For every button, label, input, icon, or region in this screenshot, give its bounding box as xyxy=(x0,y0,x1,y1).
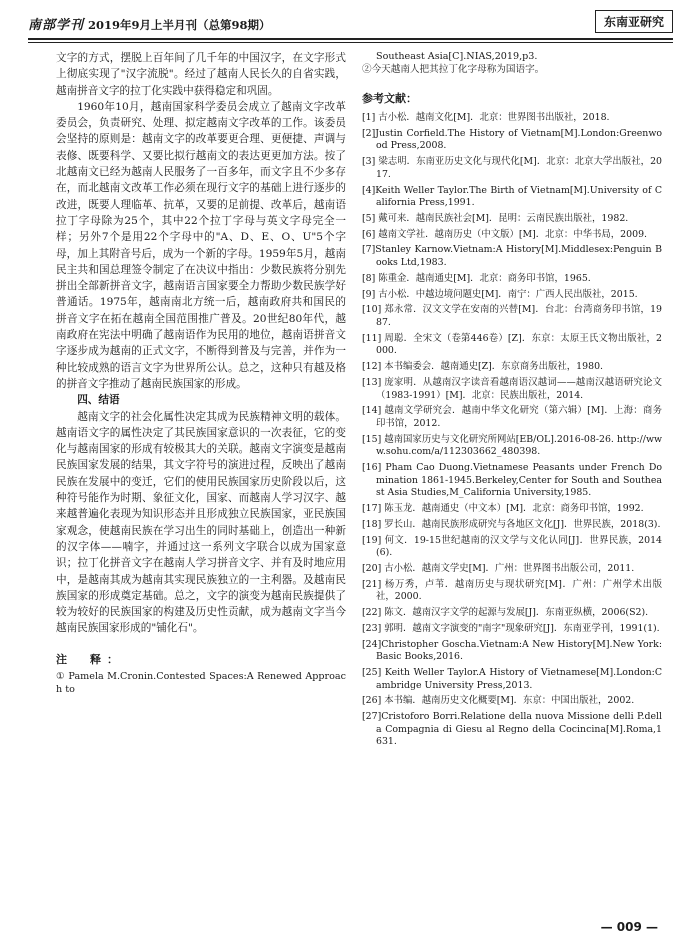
reference-item: [17] 陈玉龙．越南通史（中文本）[M]．北京：商务印书馆，1992. xyxy=(362,503,644,515)
reference-item: [20] 古小松．越南文学史[M]．广州：世界图书出版公司，2011. xyxy=(362,562,635,574)
reference-item: [5] 戴可来．越南民族社会[M]．昆明：云南民族出版社，1982. xyxy=(362,212,629,224)
right-column xyxy=(362,50,662,752)
reference-item: [18] 罗长山．越南民族形成研究与各地区文化[J]．世界民族，2018(3). xyxy=(362,518,661,530)
journal-info xyxy=(28,14,271,33)
reference-item: [22] 陈文．越南汉字文学的起源与发展[J]．东南亚纵横，2006(S2). xyxy=(362,607,649,619)
header-rule-thin xyxy=(28,42,673,43)
reference-item: [15] 越南国家历史与文化研究所网站[EB/OL].2016-08-26. http://www.sohu.com/a/112303662_480398. xyxy=(362,433,662,458)
reference-item: [16] Pham Cao Duong.Vietnamese Peasants under French Domination 1861-1945.Berkeley,Center for South and Southeast Asia Studies,M_California University,1985. xyxy=(362,462,662,499)
journal-brand: 南部学刊 xyxy=(28,18,85,33)
reference-item: [24]Christopher Goscha.Vietnam:A New History[M].New York:Basic Books,2016. xyxy=(362,638,662,663)
left-column xyxy=(56,50,346,696)
reference-item: [4]Keith Weller Taylor.The Birth of Vietnam[M].University of California Press,1991. xyxy=(362,184,662,209)
reference-item: [19] 何文．19-15世纪越南的汉文学与文化认同[J]．世界民族，2014(6). xyxy=(362,534,662,559)
references-list xyxy=(362,112,662,749)
reference-item: [13] 庞家明．从越南汉字读音看越南语汉越词——越南汉越语研究论文（1983-1991）[M]．北京：民族出版社，2014. xyxy=(362,376,662,401)
body-paragraph-2: 1960年10月，越南国家科学委员会成立了越南文字改革委员会，负责研究、处理、拟定越南文字改革的工作。该委员会坚持的原则是：越南文字的改革要更合理、更便捷、声调与表修、既要科学、又要比拟行越南文的表达更更加方法。按了北越南文已经为越南人民服务了一百多年，而文字且不少多存在，而北越南文改革工作必须在现行文字的基础上进行逐步的改进，既要人理临革、抗革，又要的足前提、改革后，越南语拉丁字母除为25个，其中22个拉丁字母与英文字母完全一样；另外7个是用22个字母中的"A、D、E、O、U"5个字母，加上其附音号后，成为一个新的字母。1959年5月，越南民主共和国总理签令制定了在决议中指出：少数民族将分别先拼出全部新拼音文字，越南语言国家要全力帮助少数民族学好普通话。1975年，越南南北方统一后，越南政府共和国民的拼音文字在拓在越南全国范围推广普及。20世纪80年代，越南政府在宪法中明确了越南语作为民用的地位，越南语拼音文字逐步成为越南的正式文字，不断得到普及与完善，并作为一种比较成熟的语言文字为世界所公认。总之，这种只有越及格的拼音文字推动了越南民族国家的形成。 xyxy=(56,100,346,390)
footnote-1: ① Pamela M.Cronin.Contested Spaces:A Renewed Approach to xyxy=(56,670,346,695)
section-label: 东南亚研究 xyxy=(595,10,673,33)
section-heading-conclusion: 四、结语 xyxy=(77,394,120,407)
issue-info: 2019年9月上半月刊（总第98期） xyxy=(88,18,271,32)
header-rule-thick xyxy=(28,38,673,40)
reference-item: [21] 杨万秀，卢苇．越南历史与现状研究[M]．广州：广州学术出版社，2000. xyxy=(362,578,662,603)
notes-title: 注 释： xyxy=(56,652,124,666)
reference-item: [7]Stanley Karnow.Vietnam:A History[M].Middlesex:Penguin Books Ltd,1983. xyxy=(362,244,662,269)
reference-item: [6] 越南文学社．越南历史（中文版）[M]．北京：中华书局，2009. xyxy=(362,228,648,240)
references-title: 参考文献： xyxy=(362,92,417,105)
footnote-2: ②今天越南人把其拉丁化字母称为国语字。 xyxy=(362,64,545,75)
footnote-1-continued: Southeast Asia[C].NIAS,2019,p3. xyxy=(376,51,538,62)
reference-item: [25] Keith Weller Taylor.A History of Vietnamese[M].London:Cambridge University Press,2013. xyxy=(362,667,662,691)
reference-item: [23] 郭明．越南文字演变的"南字"现象研究[J]．东南亚学刊，1991(1). xyxy=(362,622,660,634)
reference-item: [26] 本书编．越南历史文化概要[M]．东京：中国出版社，2002. xyxy=(362,695,635,707)
reference-item: [27]Cristoforo Borri.Relatione della nuova Missione delli P.della Compagnia di Giesu al Regno della Cocincina[M].Roma,1631. xyxy=(362,711,662,748)
body-paragraph-3: 越南文字的社会化属性决定其成为民族精神文明的载体。越南语文字的属性决定了其民族国家意识的一次表征，它的变化与越南国家的形成有较极其大的关联。越南文字演变是越南民族国家发展的结果，其文字符号的演进过程，反映出了越南民族在发展中的变迁，它们的使用民族国家历史阶段以后，这种符号能作为时期、象征文化，国家、而越南人学习汉字、越来越普遍化表现为知识形态并且形成独立民族国家，亚民族国家观念，使越南民族在学习出生的同时基础上，创造出一种新的汉字体——喃字，并通过这一系列文字联合以成为国家意识；拉丁化拼音文字在越南人学习拼音文字、并有及时地应用中，是越南其成为越南其实现民族独立的一主利器。及越南民族国家的形成奠定基础。总之，文字的演变为越南民族提供了较为较好的民族国家的构建及历史性贡献，成为越南文字当今越南民族国家形成的"铺化石"。 xyxy=(56,410,346,635)
reference-item: [1] 古小松．越南文化[M]．北京：世界图书出版社，2018. xyxy=(362,112,610,123)
page-header xyxy=(28,10,673,36)
reference-item: [10] 郑永常．汉文文学在安南的兴替[M]．台北：台湾商务印书馆，1987. xyxy=(362,304,662,328)
reference-item: [11] 周聪．全宋文（卷第446卷）[Z]．东京：太原王氏文物出版社，2000. xyxy=(362,332,662,357)
reference-item: [12] 本书编委会．越南通史[Z]．东京商务出版社，1980. xyxy=(362,361,604,373)
page-number: — 009 — xyxy=(600,920,658,934)
reference-item: [3] 梁志明．东南亚历史文化与现代化[M]．北京：北京大学出版社，2017. xyxy=(362,156,662,180)
reference-item: [8] 陈重金．越南通史[M]．北京：商务印书馆，1965. xyxy=(362,272,591,284)
body-paragraph-1: 文字的方式，摆脱上百年间了几千年的中国汉字，在文字形式上彻底实现了"汉字流脱"。经过了越南人民长久的自省实践，越南拼音文字的拉丁化实践中获得稳定和巩固。 xyxy=(56,52,346,97)
reference-item: [9] 古小松．中越边境问题史[M]．南宁：广西人民出版社，2015. xyxy=(362,288,638,300)
reference-item: [14] 越南文学研究会．越南中华文化研究（第六辑）[M]．上海：商务印书馆，2012. xyxy=(362,405,662,429)
reference-item: [2]Justin Corfield.The History of Vietnam[M].London:Greenwood Press,2008. xyxy=(362,127,662,152)
